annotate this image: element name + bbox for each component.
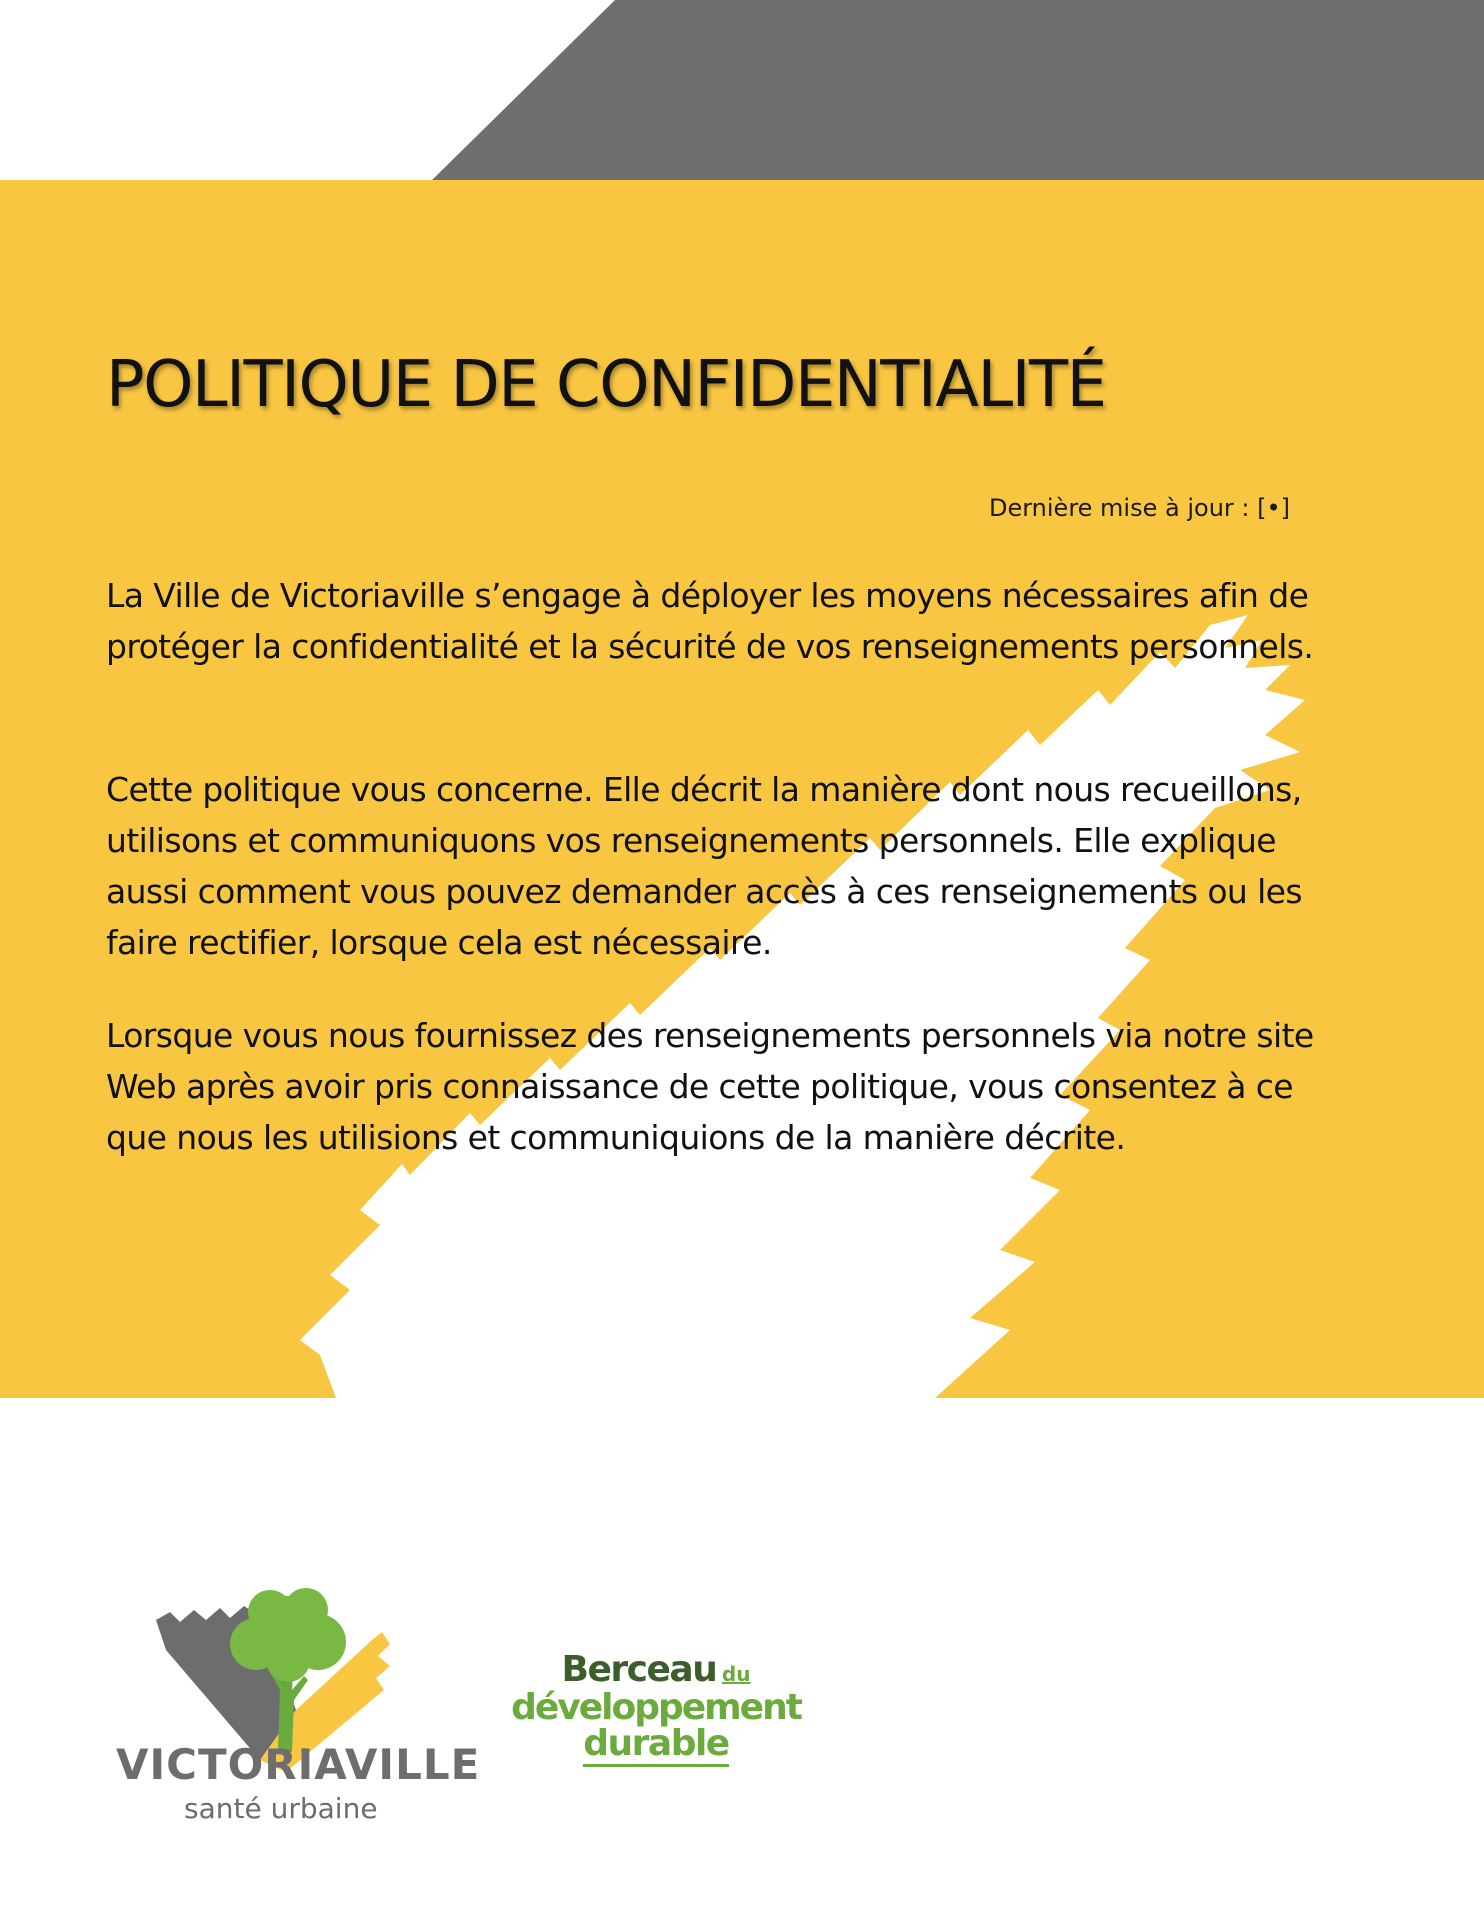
last-updated-label: Dernière mise à jour : [•] bbox=[988, 494, 1290, 522]
berceau-logo-line1: Berceau bbox=[561, 1649, 717, 1690]
intro-paragraph: La Ville de Victoriaville s’engage à déployer les moyens nécessaires afin de protéger la confidentialité et la sécurité de vos renseignements personnels. bbox=[106, 576, 1314, 666]
victoriaville-logo-tagline: santé urbaine bbox=[184, 1792, 378, 1825]
berceau-logo-line2: développement bbox=[511, 1687, 801, 1728]
victoriaville-logo-name: VICTORIAVILLE bbox=[116, 1740, 481, 1789]
victoriaville-logo-emblem bbox=[110, 1560, 450, 1830]
berceau-logo-du: du bbox=[721, 1662, 751, 1686]
consent-paragraph: Lorsque vous nous fournissez des renseignements personnels via notre site Web après avoir pris connaissance de cette politique, vous consentez à ce que nous les utilisions et communiquions de la manière décrite. bbox=[106, 1016, 1314, 1157]
tree-canopy-shape bbox=[230, 1588, 346, 1682]
policy-scope-paragraph: Cette politique vous concerne. Elle décrit la manière dont nous recueillons, utilisons et communiquons vos renseignements personnels. Elle explique aussi comment vous pouvez demander accès à ces renseignements ou les faire rectifier, lorsque cela est nécessaire. bbox=[106, 770, 1302, 962]
berceau-logo-line3: durable bbox=[583, 1726, 728, 1767]
page-title: POLITIQUE DE CONFIDENTIALITÉ bbox=[106, 348, 1106, 422]
berceau-logo bbox=[506, 1649, 806, 1767]
